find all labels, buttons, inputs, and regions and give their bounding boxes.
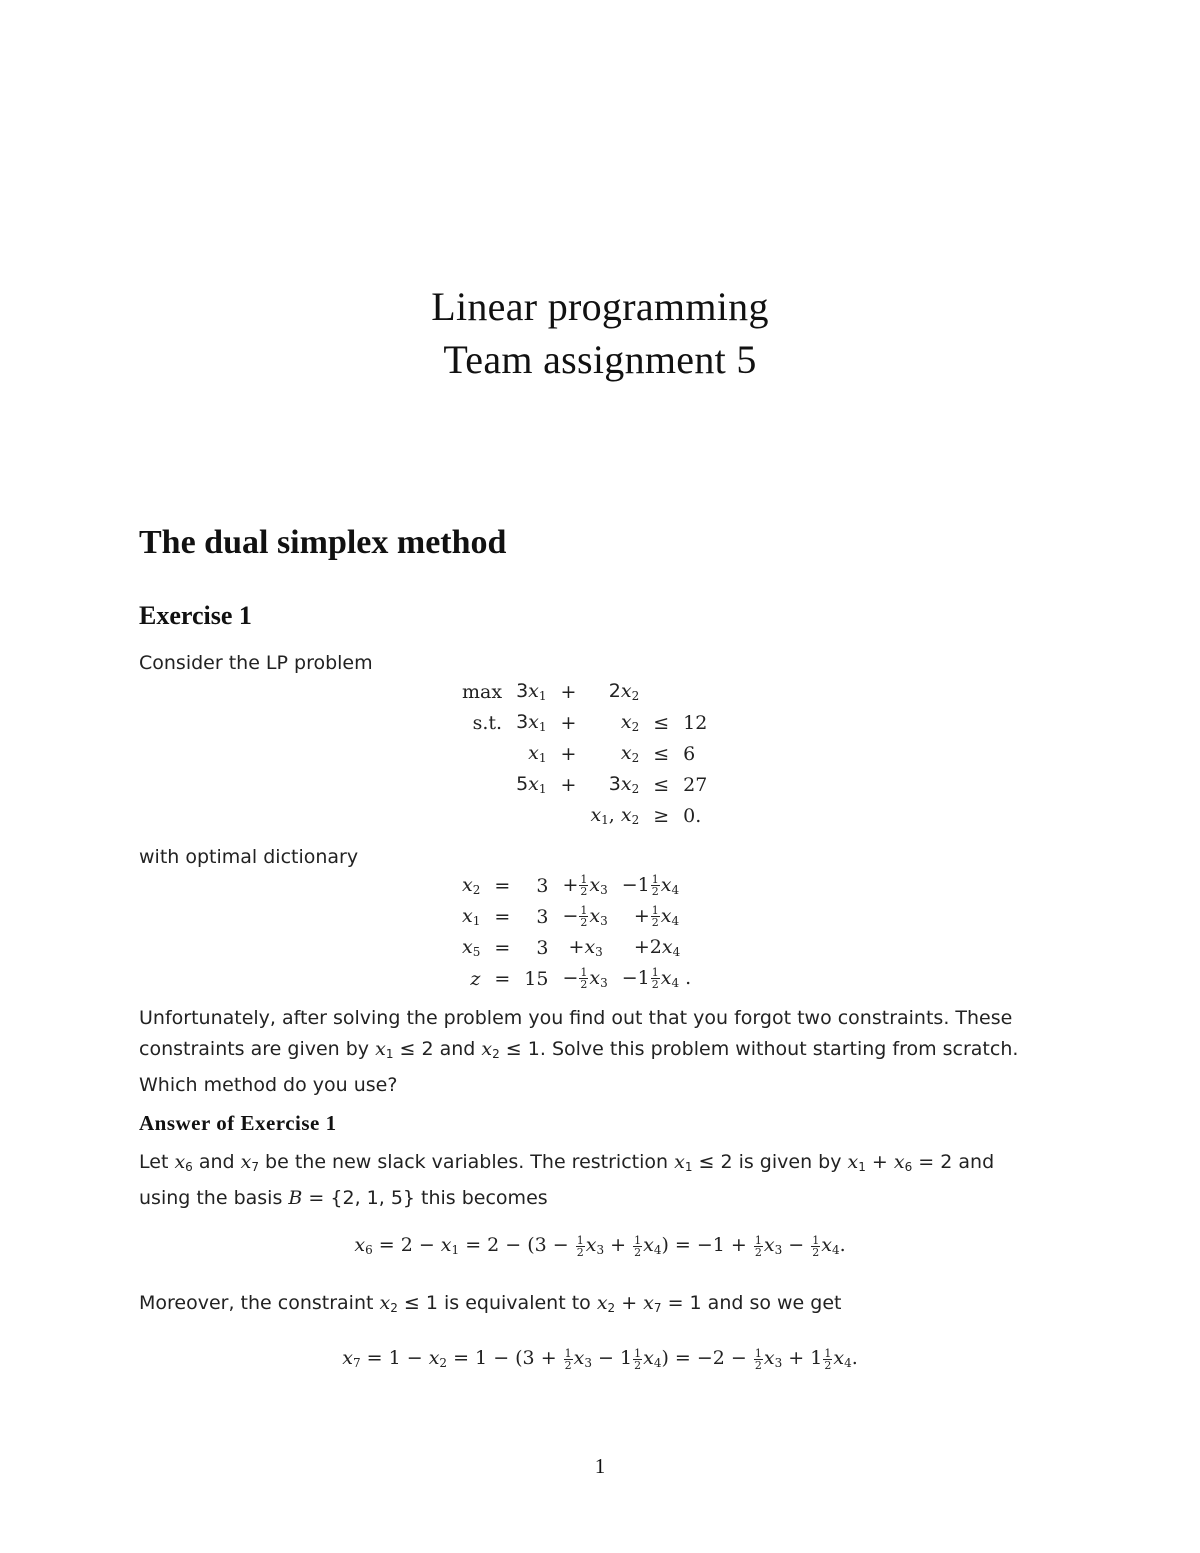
page-number: 1: [594, 1454, 606, 1478]
answer-paragraph-1: Let $x_6$ and $x_7$ be the new slack variables. The restriction $x_1 \le 2$ is given by $x_1 + x_6 = 2$ and using the basis B = {2, 1, 5} this becomes: [139, 1151, 995, 1209]
lp-problem: max $3x_1$ + $2x_2$ s.t. $3x_1$ + $x_2$ ≤ 12 $x_1$ + $x_2$ ≤ 6 $5x_1$ + $3x_2$ ≤ 27 $x_1$, $x_2$ ≥ 0.: [455, 676, 714, 831]
c1-rhs: 12: [683, 711, 708, 734]
nonneg-rhs: 0.: [683, 804, 702, 827]
equation-x7: $x_7 = 1 - x_2 = 1 - (3$ + $\frac{1}{2}$ $x_3 - 1$ $\frac{1}{2}$ $x_4) = -2$ − $\frac{1}{2}$ $x_3 + 1$ $\frac{1}{2}$ $x_4$.: [342, 1346, 858, 1372]
objective-label: max: [462, 680, 503, 703]
title-line-2: Team assignment 5: [443, 337, 757, 382]
c3-rhs: 27: [683, 773, 708, 796]
optimal-dictionary: $x_2$ = 3 + $\frac{1}{2}$ $x_3$ −1 $\frac{1}{2}$ $x_4$ $x_1$ = 3 − $\frac{1}{2}$ $x_3$ + $\frac{1}{2}$ $x_4$ $x_5$ = 3 $+x_3$ $+2x_4$ z = 15 − $\frac{1}{2}$ $x_3$ −1 $\frac{1}{2}$ $x_4$ .: [462, 873, 692, 992]
exercise-heading: Exercise 1: [139, 601, 252, 630]
exercise-intro: Consider the LP problem: [139, 652, 373, 674]
title-line-1: Linear programming: [431, 284, 769, 329]
c2-rhs: 6: [683, 742, 696, 765]
section-heading: The dual simplex method: [139, 524, 507, 561]
dict-intro: with optimal dictionary: [139, 846, 359, 868]
equation-x6: $x_6 = 2 - x_1 = 2 - (3$ − $\frac{1}{2}$ $x_3$ + $\frac{1}{2}$ $x_4) = -1$ + $\frac{1}{2}$ $x_3$ − $\frac{1}{2}$ $x_4$.: [354, 1233, 846, 1259]
answer-paragraph-2: Moreover, the constraint $x_2 \le 1$ is equivalent to $x_2 + x_7 = 1$ and so we get: [139, 1292, 842, 1315]
problem-statement: Unfortunately, after solving the problem you find out that you forgot two constraints. These constraints are given by $x_1 \le 2$ and $x_2 \le 1$. Solve this problem without starting from scratch. Which method do you use?: [139, 1007, 1019, 1096]
answer-heading: Answer of Exercise 1: [139, 1111, 337, 1135]
st-label: s.t.: [472, 711, 503, 734]
